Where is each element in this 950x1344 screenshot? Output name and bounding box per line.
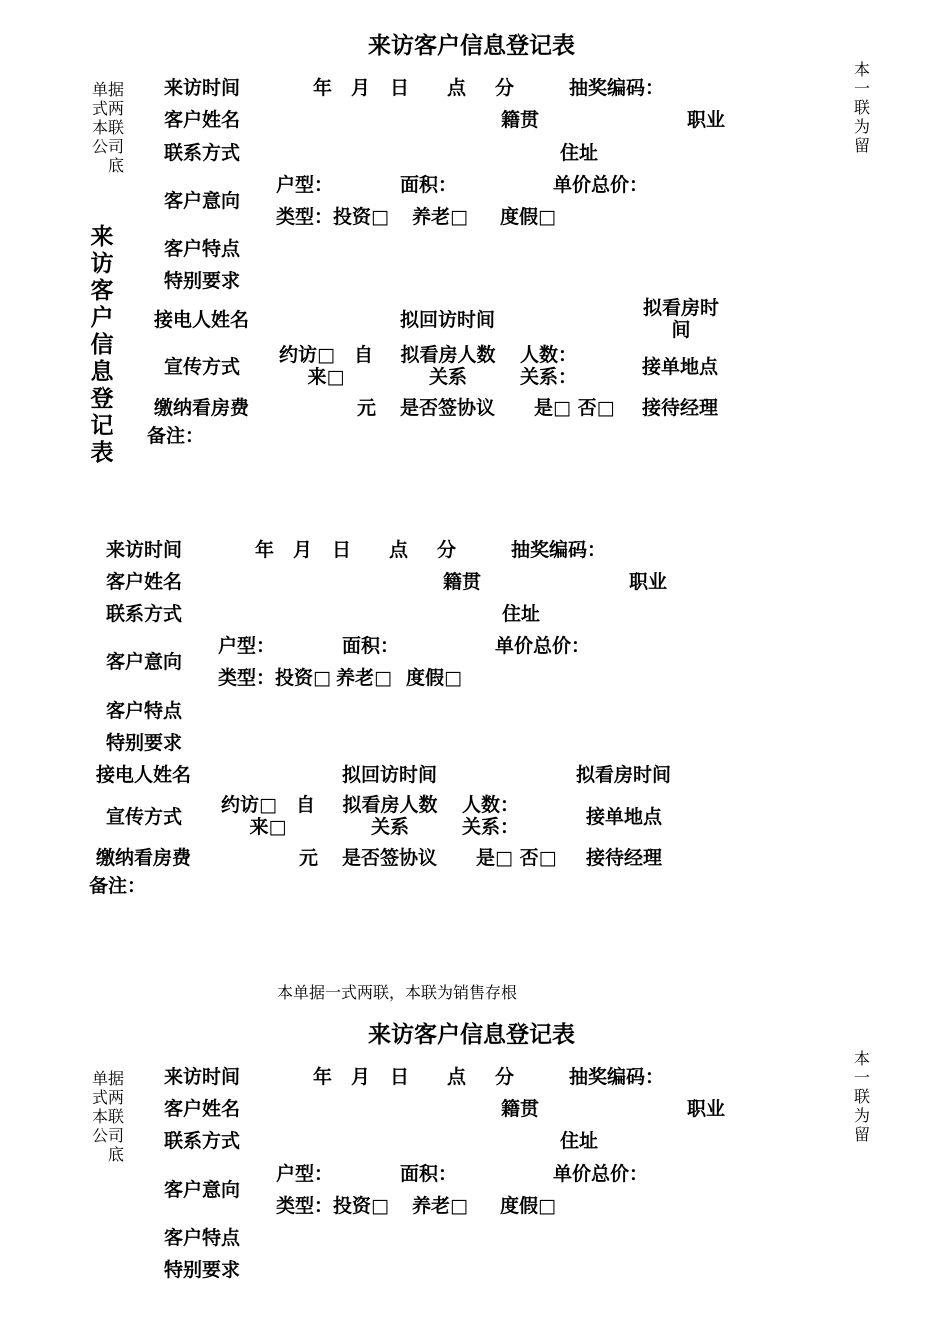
contact-label: 联系方式 <box>164 1130 241 1152</box>
lottery-code-label: 抽奖编码： <box>511 539 607 561</box>
customer-name-label: 客户姓名 <box>106 571 183 593</box>
promotion-label: 宣传方式 <box>164 356 241 378</box>
features-label: 客户特点 <box>106 700 183 722</box>
area-label: 面积： <box>342 635 400 657</box>
planned-viewing-time-label: 拟看房时间 <box>576 764 672 786</box>
viewing-fee-label: 缴纳看房费 <box>96 847 192 869</box>
signed-agreement-label: 是否签协议 <box>342 847 438 869</box>
unit-type-label: 户型： <box>276 174 334 196</box>
reception-manager-label: 接待经理 <box>586 847 663 869</box>
type-investment-option: 类型：投资□ <box>276 206 389 228</box>
promotion-label: 宣传方式 <box>106 806 183 828</box>
remarks-label: 备注： <box>89 875 147 897</box>
address-label: 住址 <box>560 142 599 164</box>
intention-label: 客户意向 <box>106 651 183 673</box>
remarks-label: 备注： <box>147 425 205 447</box>
minute-label: 分 <box>495 77 515 99</box>
yes-no-option: 是□ 否□ <box>534 397 615 419</box>
day-label: 日 <box>332 539 352 561</box>
address-label: 住址 <box>560 1130 599 1152</box>
promotion-options: 约访□ 自 来□ <box>221 794 315 838</box>
type-investment-option: 类型：投资□ <box>276 1195 389 1217</box>
native-place-label: 籍贯 <box>501 1098 540 1120</box>
intention-label: 客户意向 <box>164 1179 241 1201</box>
unit-type-label: 户型： <box>276 1163 334 1185</box>
type-vacation-option: 度假□ <box>406 667 462 689</box>
customer-name-label: 客户姓名 <box>164 1098 241 1120</box>
unit-type-label: 户型： <box>218 635 276 657</box>
type-pension-option: 养老□ <box>336 667 392 689</box>
month-label: 月 <box>351 1066 371 1088</box>
day-label: 日 <box>390 77 410 99</box>
minute-label: 分 <box>437 539 457 561</box>
visit-time-label: 来访时间 <box>164 77 241 99</box>
receiver-name-label: 接电人姓名 <box>96 764 192 786</box>
special-requests-label: 特别要求 <box>106 732 183 754</box>
people-count-label: 人数： 关系： <box>462 794 520 838</box>
right-note: 本 一 联 为 留 <box>853 1049 870 1144</box>
footer-note: 本单据一式两联，本联为销售存根 <box>277 983 518 1002</box>
lottery-code-label: 抽奖编码： <box>569 1066 665 1088</box>
promotion-options: 约访□ 自 来□ <box>279 344 373 388</box>
year-label: 年 <box>255 539 275 561</box>
native-place-label: 籍贯 <box>443 571 482 593</box>
special-requests-label: 特别要求 <box>164 270 241 292</box>
viewers-label: 拟看房人数 关系 <box>400 344 496 388</box>
day-label: 日 <box>390 1066 410 1088</box>
contact-label: 联系方式 <box>164 142 241 164</box>
special-requests-label: 特别要求 <box>164 1259 241 1281</box>
planned-callback-label: 拟回访时间 <box>342 764 438 786</box>
stub-note: 单据 式两 本联 公司 底 <box>91 80 124 175</box>
form-title: 来访客户信息登记表 <box>368 1022 575 1048</box>
occupation-label: 职业 <box>687 1098 726 1120</box>
planned-viewing-time-label: 拟看房时 间 <box>642 297 719 341</box>
native-place-label: 籍贯 <box>501 109 540 131</box>
stub-note: 单据 式两 本联 公司 底 <box>91 1069 124 1164</box>
type-pension-option: 养老□ <box>412 206 468 228</box>
yes-no-option: 是□ 否□ <box>476 847 557 869</box>
type-vacation-option: 度假□ <box>500 1195 556 1217</box>
planned-callback-label: 拟回访时间 <box>400 309 496 331</box>
intention-label: 客户意向 <box>164 190 241 212</box>
type-vacation-option: 度假□ <box>500 206 556 228</box>
hour-label: 点 <box>447 77 467 99</box>
hour-label: 点 <box>447 1066 467 1088</box>
right-note: 本 一 联 为 留 <box>853 60 870 155</box>
area-label: 面积： <box>400 1163 458 1185</box>
month-label: 月 <box>351 77 371 99</box>
yuan-label: 元 <box>299 847 319 869</box>
occupation-label: 职业 <box>629 571 668 593</box>
order-location-label: 接单地点 <box>586 806 663 828</box>
unit-total-price-label: 单价总价： <box>553 1163 649 1185</box>
reception-manager-label: 接待经理 <box>642 397 719 419</box>
month-label: 月 <box>293 539 313 561</box>
occupation-label: 职业 <box>687 109 726 131</box>
contact-label: 联系方式 <box>106 603 183 625</box>
hour-label: 点 <box>389 539 409 561</box>
minute-label: 分 <box>495 1066 515 1088</box>
visit-time-label: 来访时间 <box>106 539 183 561</box>
unit-total-price-label: 单价总价： <box>553 174 649 196</box>
order-location-label: 接单地点 <box>642 356 719 378</box>
signed-agreement-label: 是否签协议 <box>400 397 496 419</box>
type-investment-option: 类型：投资□ <box>218 667 331 689</box>
features-label: 客户特点 <box>164 1227 241 1249</box>
type-pension-option: 养老□ <box>412 1195 468 1217</box>
address-label: 住址 <box>502 603 541 625</box>
form-title: 来访客户信息登记表 <box>368 33 575 59</box>
people-count-label: 人数： 关系： <box>520 344 578 388</box>
features-label: 客户特点 <box>164 238 241 260</box>
unit-total-price-label: 单价总价： <box>495 635 591 657</box>
area-label: 面积： <box>400 174 458 196</box>
yuan-label: 元 <box>357 397 377 419</box>
customer-name-label: 客户姓名 <box>164 109 241 131</box>
viewers-label: 拟看房人数 关系 <box>342 794 438 838</box>
side-title: 来 访 客 户 信 息 登 记 表 <box>90 224 114 466</box>
viewing-fee-label: 缴纳看房费 <box>154 397 250 419</box>
year-label: 年 <box>313 77 333 99</box>
visit-time-label: 来访时间 <box>164 1066 241 1088</box>
year-label: 年 <box>313 1066 333 1088</box>
receiver-name-label: 接电人姓名 <box>154 309 250 331</box>
lottery-code-label: 抽奖编码： <box>569 77 665 99</box>
